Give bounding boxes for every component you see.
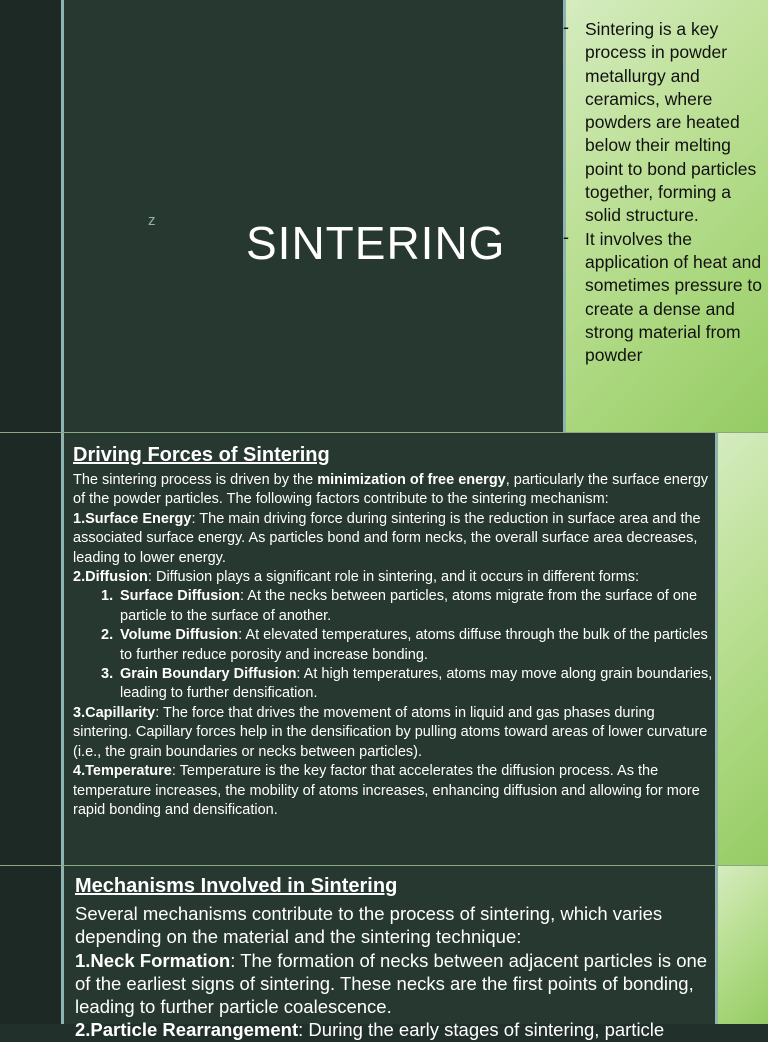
list-item: 4.Temperature: Temperature is the key factor that accelerates the diffusion process. As the temperature increases, the mobility of atoms increases, enhancing diffusion and allowing for more rapid bonding and densification. <box>73 763 700 818</box>
section-heading: Mechanisms Involved in Sintering <box>75 875 398 897</box>
list-item: 2.Particle Rearrangement: During the early stages of sintering, particle <box>75 1019 665 1041</box>
driving-forces-body <box>73 441 713 820</box>
sublist-item: 2. Volume Diffusion: At elevated temperatures, atoms diffuse through the bulk of the particles to further reduce porosity and increase bonding. <box>101 627 708 663</box>
slide-driving-forces <box>0 433 768 865</box>
section-heading: Driving Forces of Sintering <box>73 444 330 466</box>
intro-bullet-list <box>563 18 763 367</box>
sublist-item: 1. Surface Diffusion: At the necks between particles, atoms migrate from the surface of one particle to the surface of another. <box>101 588 698 624</box>
green-panel <box>718 433 768 865</box>
list-item: 2.Diffusion: Diffusion plays a significant role in sintering, and it occurs in different forms: <box>73 569 640 586</box>
intro-paragraph: The sintering process is driven by the minimization of free energy, particularly the surface energy of the powder particles. The following factors contribute to the sintering mechanism: <box>73 472 709 508</box>
mechanisms-body <box>75 872 715 1042</box>
diffusion-sublist <box>73 587 713 703</box>
list-item: 1.Surface Energy: The main driving force during sintering is the reduction in surface area and the associated surface energy. As particles bond and form necks, the overall surface area decreases, leading to lower energy. <box>73 510 701 566</box>
slide-title <box>0 0 768 432</box>
intro-paragraph: Several mechanisms contribute to the process of sintering, which varies depending on the material and the sintering technique: <box>75 903 663 948</box>
left-band <box>0 433 61 865</box>
list-item: 1.Neck Formation: The formation of necks between adjacent particles is one of the earliest signs of sintering. These necks are the first points of bonding, leading to further particle coalescence. <box>75 949 708 1018</box>
left-band <box>0 0 61 432</box>
slide-title-text: SINTERING <box>246 217 506 269</box>
sublist-item: 3. Grain Boundary Diffusion: At high temperatures, atoms may move along grain boundaries, leading to further densification. <box>101 666 713 702</box>
bullet-item: - Sintering is a key process in powder metallurgy and ceramics, where powders are heated below their melting point to bond particles together, forming a solid structure. <box>563 18 763 228</box>
slide-mechanisms <box>0 866 768 1041</box>
slide-marker: z <box>148 212 156 229</box>
list-item: 3.Capillarity: The force that drives the movement of atoms in liquid and gas phases during sintering. Capillary forces help in the densification by pulling atoms toward areas of lower curvature (i.e., the grain boundaries or necks between particles). <box>73 704 708 760</box>
bullet-item: - It involves the application of heat and sometimes pressure to create a dense and strong material from powder <box>563 228 763 368</box>
left-band <box>0 866 61 1024</box>
green-panel <box>718 866 768 1024</box>
